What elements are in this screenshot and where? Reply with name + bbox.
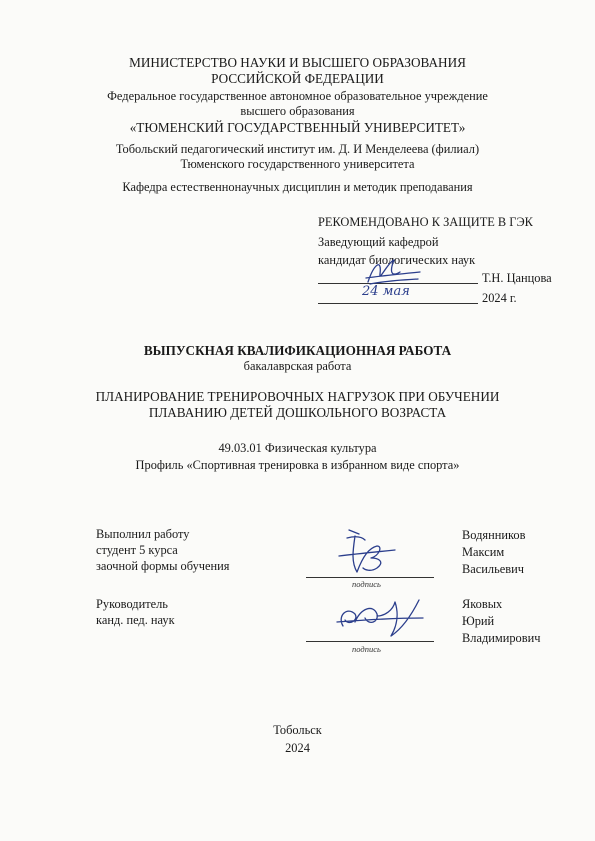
date-line [318,303,478,304]
supervisor-signature-line [306,641,434,642]
work-type: ВЫПУСКНАЯ КВАЛИФИКАЦИОННАЯ РАБОТА [143,343,452,358]
approval-position: Заведующий кафедрой [318,235,439,249]
ministry-line-2: РОССИЙСКОЙ ФЕДЕРАЦИИ [211,71,384,86]
approval-year: 2024 г. [482,291,517,305]
student-surname: Водянников [462,528,526,542]
supervisor-signature-icon [333,592,428,640]
footer-city: Тобольск [273,723,322,737]
student-label-2: студент 5 курса [96,543,178,557]
student-label-1: Выполнил работу [96,527,190,541]
student-signature-line [306,577,434,578]
approval-degree: кандидат биологических наук [318,253,476,267]
student-signature-icon [325,526,405,581]
branch-line-1: Тобольский педагогический институт им. Д. И Менделеева (филиал) [115,142,480,156]
topic-line-1: ПЛАНИРОВАНИЕ ТРЕНИРОВОЧНЫХ НАГРУЗОК ПРИ ОБУЧЕНИИ [95,389,500,404]
head-name: Т.Н. Цанцова [482,271,552,285]
approval-heading: РЕКОМЕНДОВАНО К ЗАЩИТЕ В ГЭК [318,215,533,229]
student-patronymic: Васильевич [462,562,524,576]
handwritten-date: 24 мая [362,284,410,299]
ministry-line-1: МИНИСТЕРСТВО НАУКИ И ВЫСШЕГО ОБРАЗОВАНИЯ [129,55,466,70]
student-first-name: Максим [462,545,505,559]
footer-year: 2024 [285,741,310,755]
supervisor-signature-caption: подпись [352,644,381,654]
student-signature-caption: подпись [352,579,381,589]
work-level: бакалаврская работа [243,359,352,373]
topic-line-2: ПЛАВАНИЮ ДЕТЕЙ ДОШКОЛЬНОГО ВОЗРАСТА [148,405,447,420]
supervisor-label-2: канд. пед. наук [96,613,175,627]
institution-line-2: высшего образования [240,104,355,118]
specialty-code: 49.03.01 Физическая культура [218,441,377,455]
supervisor-first-name: Юрий [462,614,495,628]
branch-line-2: Тюменского государственного университета [180,157,415,171]
department: Кафедра естественнонаучных дисциплин и методик преподавания [122,180,473,194]
university-name: «ТЮМЕНСКИЙ ГОСУДАРСТВЕННЫЙ УНИВЕРСИТЕТ» [129,120,466,135]
institution-line-1: Федеральное государственное автономное образовательное учреждение [107,89,488,103]
supervisor-patronymic: Владимирович [462,631,541,645]
student-label-3: заочной формы обучения [96,559,230,573]
supervisor-surname: Яковых [462,597,503,611]
specialty-profile: Профиль «Спортивная тренировка в избранном виде спорта» [135,458,460,472]
supervisor-label-1: Руководитель [96,597,168,611]
